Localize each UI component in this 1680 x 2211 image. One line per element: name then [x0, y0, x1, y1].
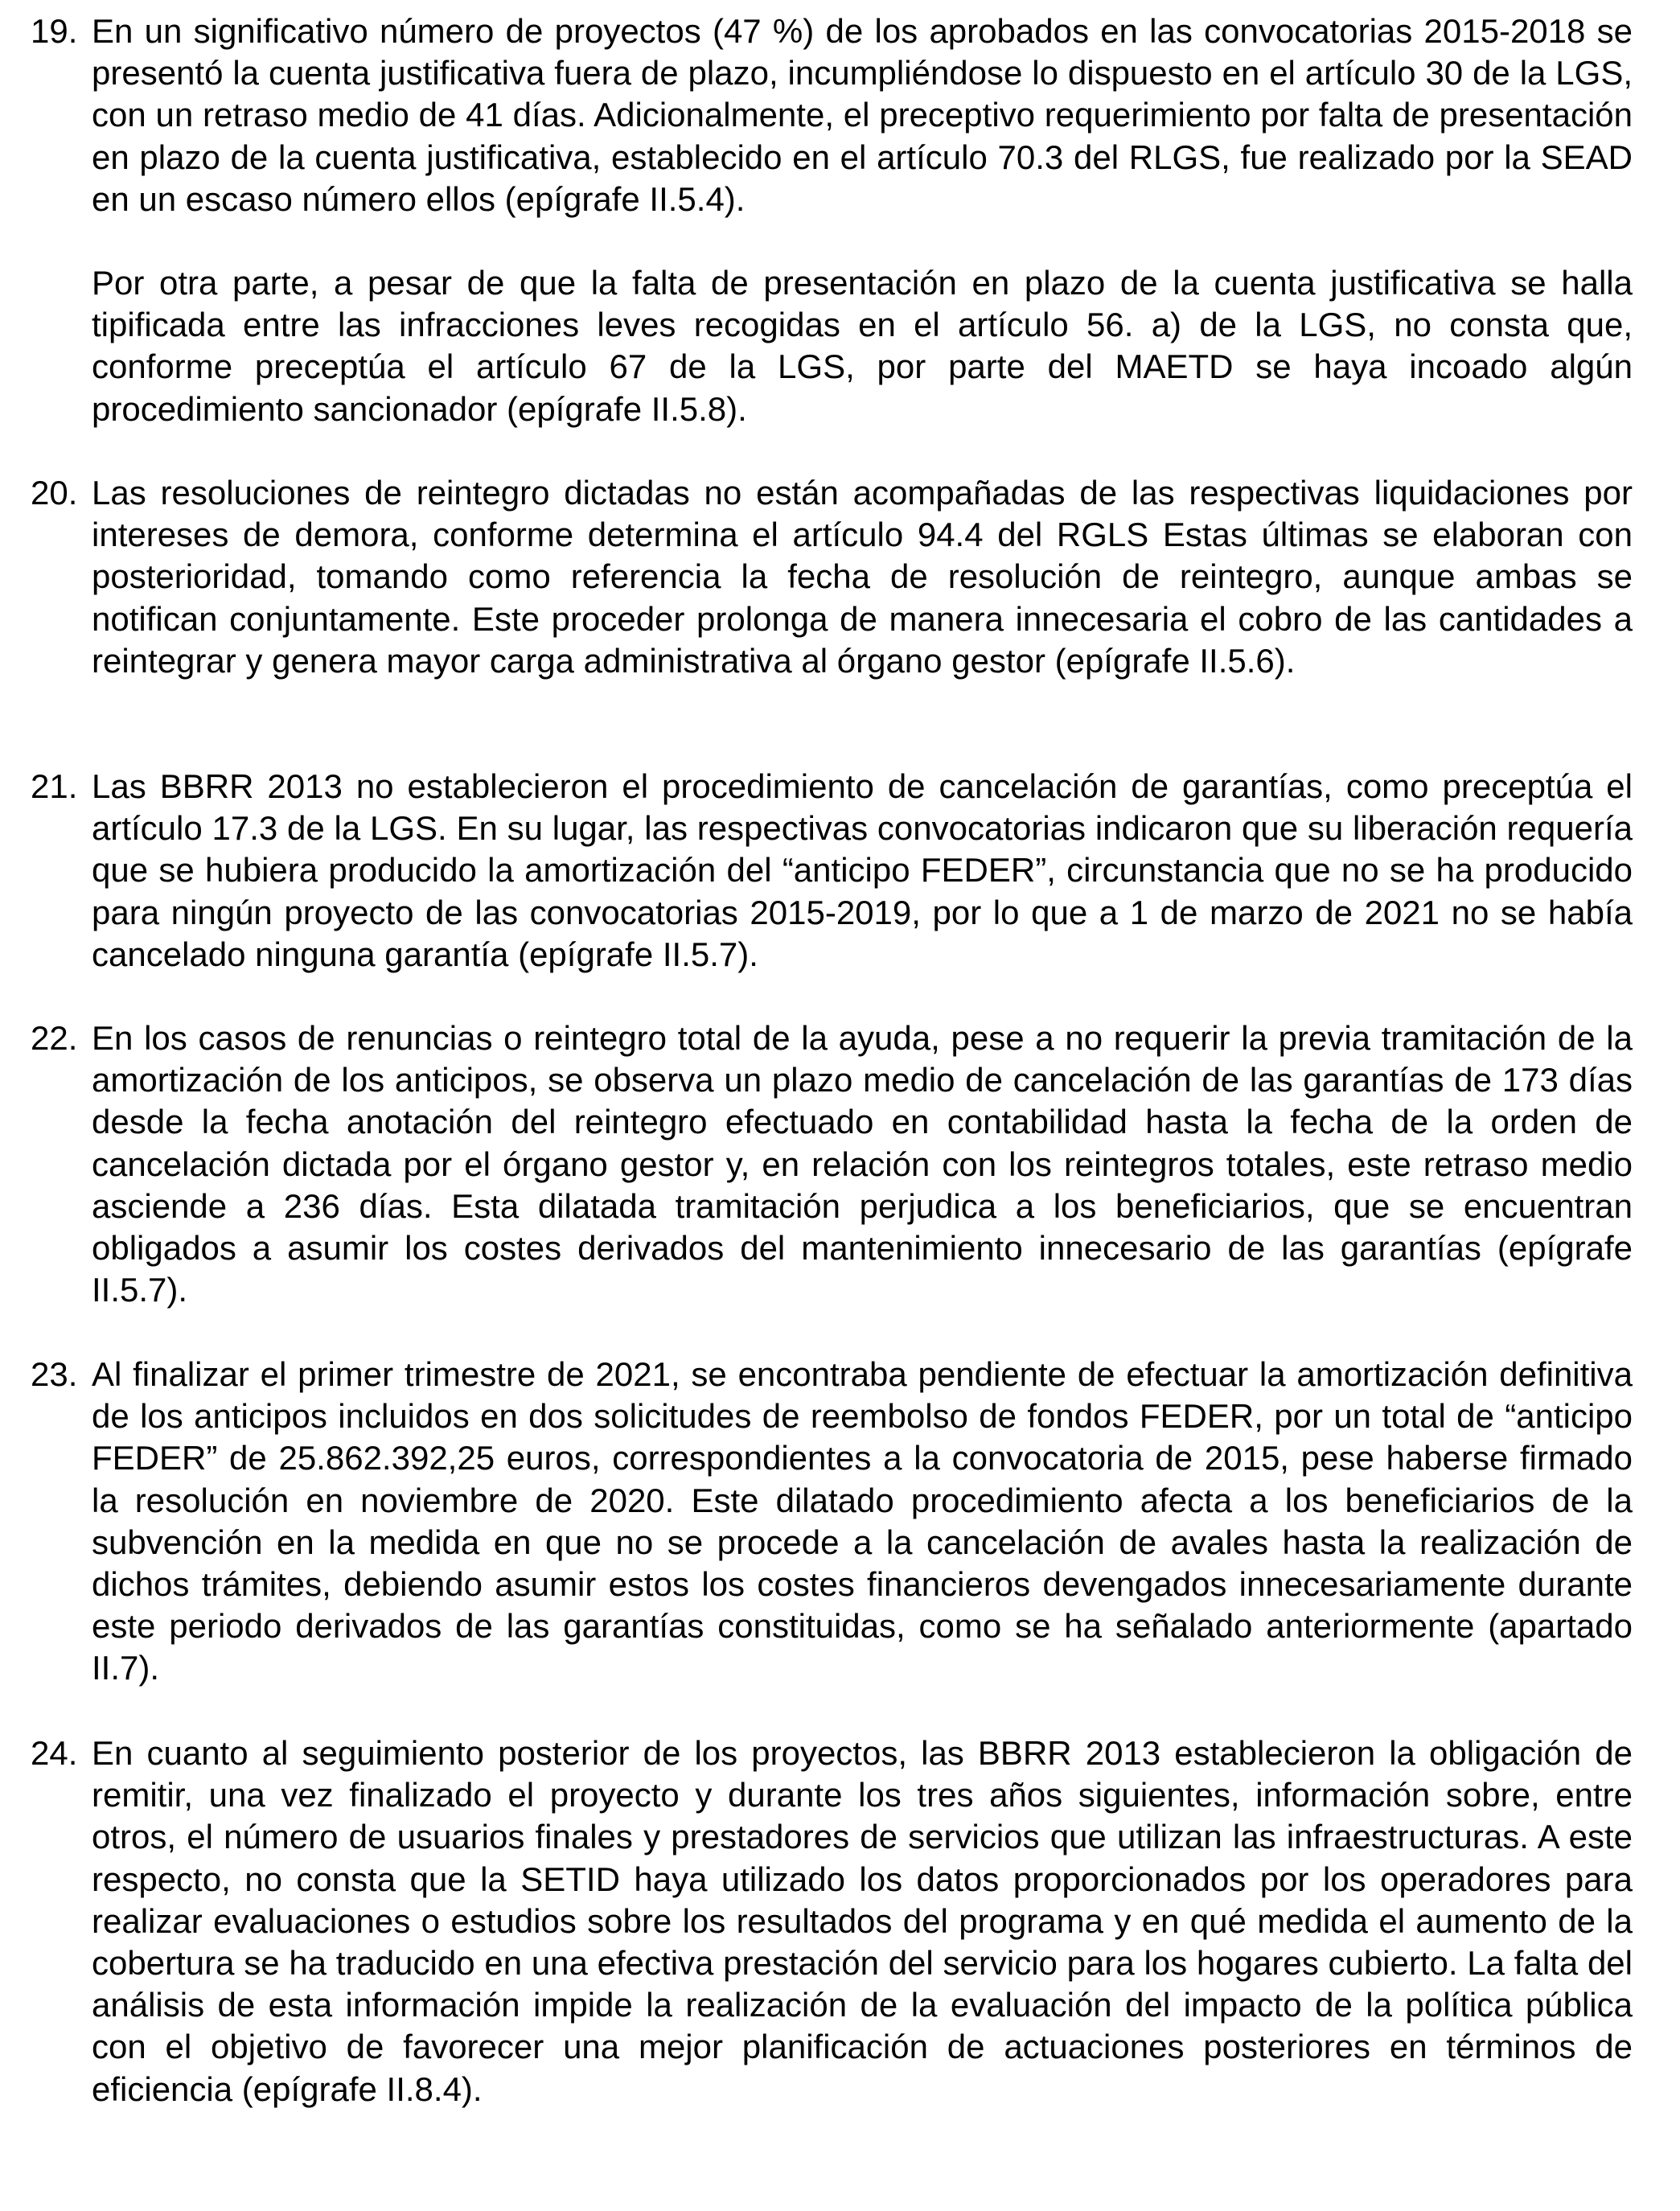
item-paragraph: Al finalizar el primer trimestre de 2021, se encontraba pendiente de efectuar la amortización definitiva de los anticipos incluidos en dos solicitudes de reembolso de fondos FEDER, por un total de “anticipo FEDER” de 25.862.392,25 euros, correspondientes a la convocatoria de 2015, pese haberse firmado la resolución en noviembre de 2020. Este dilatado procedimiento afecta a los beneficiarios de la subvención en la medida en que no se procede a la cancelación de avales hasta la realización de dichos trámites, debiendo asumir estos los costes financieros devengados innecesariamente durante este periodo derivados de las garantías constituidas, como se ha señalado anteriormente (apartado II.7). — [92, 1355, 1633, 1687]
item-number: 19. — [31, 12, 78, 50]
numbered-item-19 — [31, 10, 1633, 430]
numbered-item-20 — [31, 472, 1633, 682]
numbered-item-22 — [31, 1017, 1633, 1311]
item-paragraph: Las BBRR 2013 no establecieron el procedimiento de cancelación de garantías, como preceptúa el artículo 17.3 de la LGS. En su lugar, las respectivas convocatorias indicaron que su liberación requería que se hubiera producido la amortización del “anticipo FEDER”, circunstancia que no se ha producido para ningún proyecto de las convocatorias 2015-2019, por lo que a 1 de marzo de 2021 no se había cancelado ninguna garantía (epígrafe II.5.7). — [92, 767, 1633, 973]
numbered-item-24 — [31, 1732, 1633, 2110]
item-number: 21. — [31, 767, 78, 805]
item-number: 24. — [31, 1734, 78, 1772]
item-number: 23. — [31, 1355, 78, 1393]
numbered-item-23 — [31, 1354, 1633, 1690]
numbered-item-21 — [31, 766, 1633, 976]
item-paragraph: En cuanto al seguimiento posterior de los proyectos, las BBRR 2013 establecieron la obligación de remitir, una vez finalizado el proyecto y durante los tres años siguientes, información sobre, entre otros, el número de usuarios finales y prestadores de servicios que utilizan las infraestructuras. A este respecto, no consta que la SETID haya utilizado los datos proporcionados por los operadores para realizar evaluaciones o estudios sobre los resultados del programa y en qué medida el aumento de la cobertura se ha traducido en una efectiva prestación del servicio para los hogares cubierto. La falta del análisis de esta información impide la realización de la evaluación del impacto de la política pública con el objetivo de favorecer una mejor planificación de actuaciones posteriores en términos de eficiencia (epígrafe II.8.4). — [92, 1734, 1633, 2108]
item-number: 20. — [31, 474, 78, 512]
item-paragraph: Las resoluciones de reintegro dictadas no están acompañadas de las respectivas liquidaciones por intereses de demora, conforme determina el artículo 94.4 del RGLS Estas últimas se elaboran con posterioridad, tomando como referencia la fecha de resolución de reintegro, aunque ambas se notifican conjuntamente. Este proceder prolonga de manera innecesaria el cobro de las cantidades a reintegrar y genera mayor carga administrativa al órgano gestor (epígrafe II.5.6). — [92, 474, 1633, 680]
item-paragraph: En los casos de renuncias o reintegro total de la ayuda, pese a no requerir la previa tramitación de la amortización de los anticipos, se observa un plazo medio de cancelación de las garantías de 173 días desde la fecha anotación del reintegro efectuado en contabilidad hasta la fecha de la orden de cancelación dictada por el órgano gestor y, en relación con los reintegros totales, este retraso medio asciende a 236 días. Esta dilatada tramitación perjudica a los beneficiarios, que se encuentran obligados a asumir los costes derivados del mantenimiento innecesario de las garantías (epígrafe II.5.7). — [92, 1019, 1633, 1309]
item-number: 22. — [31, 1019, 78, 1057]
item-paragraph: Por otra parte, a pesar de que la falta de presentación en plazo de la cuenta justificativa se halla tipificada entre las infracciones leves recogidas en el artículo 56. a) de la LGS, no consta que, conforme preceptúa el artículo 67 de la LGS, por parte del MAETD se haya incoado algún procedimiento sancionador (epígrafe II.5.8). — [92, 264, 1633, 428]
item-paragraph: En un significativo número de proyectos (47 %) de los aprobados en las convocatorias 2015-2018 se presentó la cuenta justificativa fuera de plazo, incumpliéndose lo dispuesto en el artículo 30 de la LGS, con un retraso medio de 41 días. Adicionalmente, el preceptivo requerimiento por falta de presentación en plazo de la cuenta justificativa, establecido en el artículo 70.3 del RLGS, fue realizado por la SEAD en un escaso número ellos (epígrafe II.5.4). — [92, 12, 1633, 218]
